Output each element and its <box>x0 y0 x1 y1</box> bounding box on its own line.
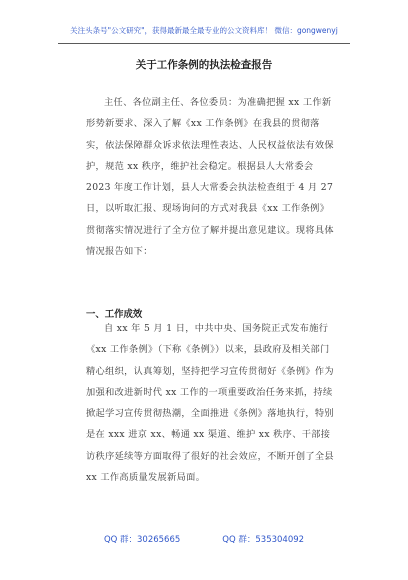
section-body-paragraph: 自 xx 年 5 月 1 日，中共中央、国务院正式发布施行《xx 工作条例》（下称《条例》）以来，县政府及相关部门精心组织，认真筹划，坚持把学习宣传贯彻好《条例》作为加强和改进新时代 xx 工作的一项重要政治任务来抓，持续掀起学习宣传贯彻热潮，全面推进《条例》落地执行，特别是在 xxx 进京 xx、畅通 xx 渠道、维护 xx 秩序、干部接访秩序延续等方面取得了很好的社会效应，不断开创了全县 xx 工作高质量发展新局面。 <box>86 323 334 484</box>
intro-paragraph: 主任、各位副主任、各位委员：为准确把握 xx 工作新形势新要求、深入了解《xx 工作条例》在我县的贯彻落实，依法保障群众诉求依法理性表达、人民权益依法有效保护，规范 xx 秩序，维护社会稳定。根据县人大常委会 2023 年度工作计划，县人大常委会执法检查组于 4 月 27 日，以听取汇报、现场询问的方式对我县《xx 工作条例》贯彻落实情况进行了全方位了解并提出意见建议。现将具体情况报告如下： <box>86 97 334 258</box>
section-heading: 一、工作成效 <box>86 309 143 320</box>
footer-qq-group-2: QQ 群：535304092 <box>222 535 305 545</box>
header-note: 关注头条号"公文研究"，获得最新最全最专业的公文资料库！ 微信：gongwenyj <box>70 26 338 35</box>
document-title: 关于工作条例的执法检查报告 <box>135 59 273 71</box>
footer-qq-group-1: QQ 群：30265665 <box>103 535 181 545</box>
header-divider <box>58 43 350 44</box>
footer <box>0 533 408 545</box>
